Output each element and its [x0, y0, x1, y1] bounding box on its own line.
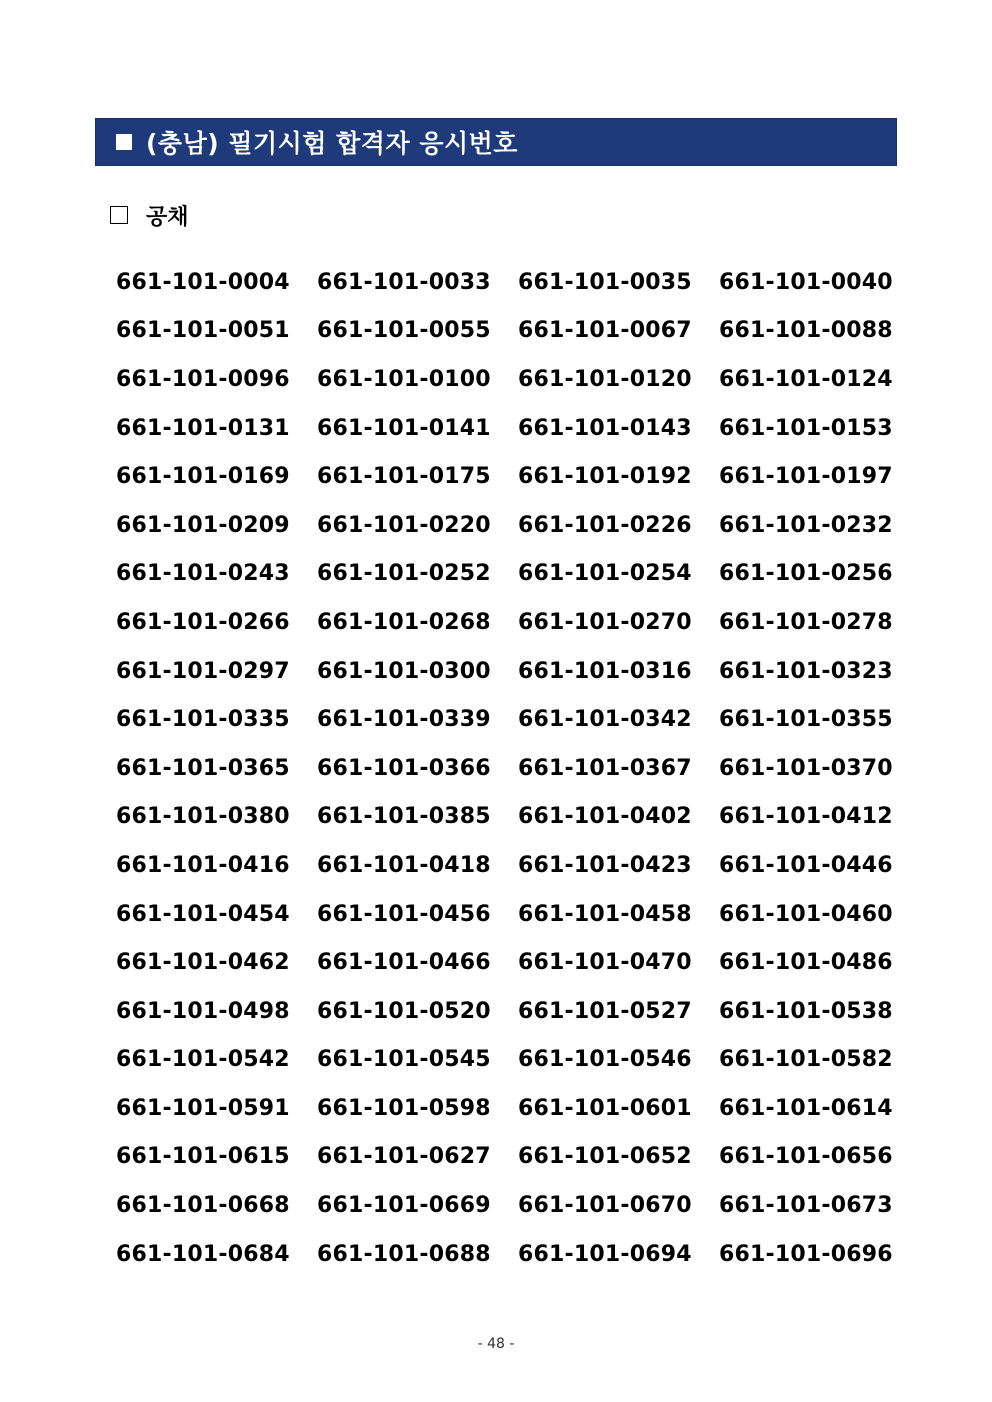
exam-number: 661-101-0460: [719, 901, 893, 927]
exam-number: 661-101-0669: [317, 1193, 491, 1219]
exam-number: 661-101-0538: [719, 998, 893, 1024]
exam-number: 661-101-0278: [719, 609, 893, 635]
exam-number: 661-101-0598: [317, 1095, 491, 1121]
exam-number: 661-101-0100: [317, 366, 491, 392]
exam-number: 661-101-0527: [518, 998, 692, 1024]
section-header: [110, 200, 189, 230]
exam-number: 661-101-0033: [317, 269, 491, 295]
exam-number: 661-101-0466: [317, 950, 491, 976]
exam-number: 661-101-0582: [719, 1047, 893, 1073]
exam-number: 661-101-0694: [518, 1241, 692, 1267]
exam-number: 661-101-0627: [317, 1144, 491, 1170]
exam-number: 661-101-0342: [518, 707, 692, 733]
exam-number: 661-101-0446: [719, 852, 893, 878]
exam-number: 661-101-0615: [116, 1144, 290, 1170]
exam-number: 661-101-0652: [518, 1144, 692, 1170]
page-number: - 48 -: [477, 1336, 515, 1352]
exam-number: 661-101-0673: [719, 1193, 893, 1219]
exam-number: 661-101-0232: [719, 512, 893, 538]
exam-number: 661-101-0668: [116, 1193, 290, 1219]
exam-number: 661-101-0684: [116, 1241, 290, 1267]
exam-number: 661-101-0252: [317, 561, 491, 587]
exam-number: 661-101-0153: [719, 415, 893, 441]
exam-number: 661-101-0197: [719, 464, 893, 490]
exam-number: 661-101-0266: [116, 609, 290, 635]
exam-number: 661-101-0546: [518, 1047, 692, 1073]
page-title-bar: [95, 118, 897, 166]
exam-number: 661-101-0458: [518, 901, 692, 927]
page-title: (충남) 필기시험 합격자 응시번호: [146, 129, 518, 158]
exam-number: 661-101-0141: [317, 415, 491, 441]
exam-number: 661-101-0614: [719, 1095, 893, 1121]
exam-number: 661-101-0300: [317, 658, 491, 684]
exam-number: 661-101-0220: [317, 512, 491, 538]
exam-number: 661-101-0243: [116, 561, 290, 587]
exam-number: 661-101-0656: [719, 1144, 893, 1170]
exam-number: 661-101-0366: [317, 755, 491, 781]
exam-number: 661-101-0040: [719, 269, 893, 295]
exam-number: 661-101-0456: [317, 901, 491, 927]
exam-number: 661-101-0545: [317, 1047, 491, 1073]
exam-number: 661-101-0096: [116, 366, 290, 392]
exam-number: 661-101-0520: [317, 998, 491, 1024]
exam-number: 661-101-0169: [116, 464, 290, 490]
exam-number: 661-101-0270: [518, 609, 692, 635]
exam-number: 661-101-0297: [116, 658, 290, 684]
exam-number: 661-101-0035: [518, 269, 692, 295]
exam-number: 661-101-0226: [518, 512, 692, 538]
exam-number: 661-101-0055: [317, 318, 491, 344]
checkbox-icon: [110, 206, 128, 224]
exam-number: 661-101-0051: [116, 318, 290, 344]
exam-number: 661-101-0254: [518, 561, 692, 587]
exam-number: 661-101-0316: [518, 658, 692, 684]
exam-number: 661-101-0591: [116, 1095, 290, 1121]
exam-number: 661-101-0339: [317, 707, 491, 733]
exam-number: 661-101-0402: [518, 804, 692, 830]
exam-number: 661-101-0124: [719, 366, 893, 392]
exam-number: 661-101-0120: [518, 366, 692, 392]
exam-number: 661-101-0143: [518, 415, 692, 441]
exam-number: 661-101-0335: [116, 707, 290, 733]
exam-number: 661-101-0418: [317, 852, 491, 878]
exam-number: 661-101-0268: [317, 609, 491, 635]
exam-number: 661-101-0423: [518, 852, 692, 878]
exam-number: 661-101-0416: [116, 852, 290, 878]
exam-number: 661-101-0454: [116, 901, 290, 927]
exam-number: 661-101-0696: [719, 1241, 893, 1267]
exam-number: 661-101-0192: [518, 464, 692, 490]
exam-number: 661-101-0601: [518, 1095, 692, 1121]
exam-number: 661-101-0323: [719, 658, 893, 684]
section-label: 공채: [146, 204, 189, 230]
exam-number: 661-101-0486: [719, 950, 893, 976]
exam-number: 661-101-0470: [518, 950, 692, 976]
exam-number: 661-101-0542: [116, 1047, 290, 1073]
exam-number: 661-101-0088: [719, 318, 893, 344]
exam-number-grid: [116, 258, 916, 1278]
exam-number: 661-101-0462: [116, 950, 290, 976]
exam-number: 661-101-0365: [116, 755, 290, 781]
exam-number: 661-101-0688: [317, 1241, 491, 1267]
exam-number: 661-101-0367: [518, 755, 692, 781]
exam-number: 661-101-0370: [719, 755, 893, 781]
exam-number: 661-101-0256: [719, 561, 893, 587]
exam-number: 661-101-0380: [116, 804, 290, 830]
exam-number: 661-101-0209: [116, 512, 290, 538]
exam-number: 661-101-0067: [518, 318, 692, 344]
exam-number: 661-101-0131: [116, 415, 290, 441]
exam-number: 661-101-0355: [719, 707, 893, 733]
exam-number: 661-101-0385: [317, 804, 491, 830]
exam-number: 661-101-0498: [116, 998, 290, 1024]
exam-number: 661-101-0670: [518, 1193, 692, 1219]
exam-number: 661-101-0412: [719, 804, 893, 830]
filled-square-icon: [116, 134, 132, 150]
exam-number: 661-101-0004: [116, 269, 290, 295]
exam-number: 661-101-0175: [317, 464, 491, 490]
